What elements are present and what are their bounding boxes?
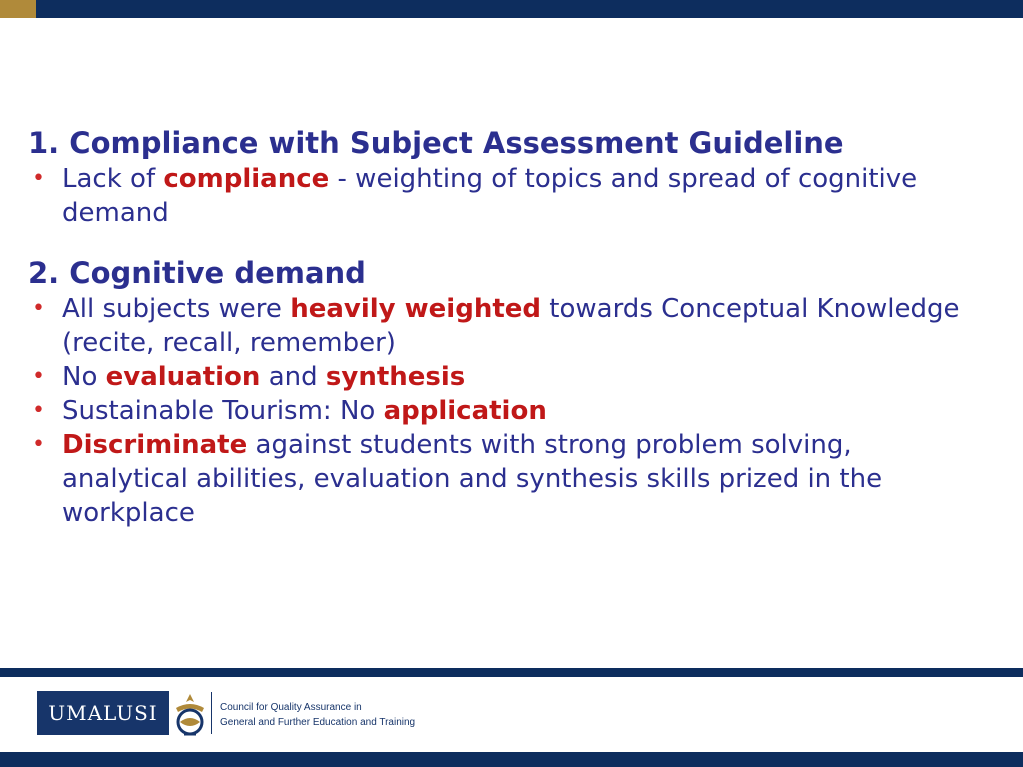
item-text: Lack of: [62, 164, 164, 194]
logo-text: UMALUSI: [48, 701, 158, 725]
umalusi-emblem-icon: [170, 690, 210, 738]
item-text: - weighting of topics and spread of cognitive demand: [62, 164, 918, 228]
top-bar: [0, 0, 1023, 18]
section-1-list: [28, 162, 988, 230]
item-emphasis: compliance: [163, 164, 330, 194]
item-emphasis: evaluation: [105, 362, 261, 392]
section-2-heading: 2. Cognitive demand: [28, 256, 366, 290]
list-item: [28, 162, 962, 230]
footer-divider: [211, 692, 212, 734]
footer-rule: [0, 668, 1023, 677]
bullet-icon: •: [32, 166, 45, 191]
item-emphasis: heavily weighted: [290, 294, 542, 324]
item-text: against students with strong problem solving, analytical abilities, evaluation and synthesis skills prized in the workplace: [62, 430, 883, 528]
bullet-icon: •: [32, 296, 45, 321]
item-emphasis: Discriminate: [62, 430, 248, 460]
bullet-icon: •: [32, 364, 45, 389]
list-item: [28, 292, 962, 360]
list-item: [28, 428, 962, 530]
item-text: No: [62, 362, 106, 392]
list-item: [28, 360, 962, 394]
item-text: and: [260, 362, 326, 392]
top-bar-accent: [0, 0, 36, 18]
bottom-bar: [0, 752, 1023, 767]
tagline-line: Council for Quality Assurance in: [220, 702, 362, 713]
bullet-icon: •: [32, 432, 45, 457]
umalusi-logo: [37, 691, 169, 735]
item-text: All subjects were: [62, 294, 291, 324]
slide-content: [28, 124, 988, 530]
bullet-icon: •: [32, 398, 45, 423]
tagline-line: General and Further Education and Training: [220, 717, 416, 728]
item-text: towards Conceptual Knowledge (recite, recall, remember): [62, 294, 960, 358]
item-emphasis: synthesis: [325, 362, 466, 392]
item-text: Sustainable Tourism: No: [62, 396, 384, 426]
section-1-heading: 1. Compliance with Subject Assessment Guideline: [28, 126, 844, 160]
organisation-tagline: [220, 700, 415, 730]
section-2-list: [28, 292, 988, 530]
item-emphasis: application: [383, 396, 547, 426]
list-item: [28, 394, 962, 428]
